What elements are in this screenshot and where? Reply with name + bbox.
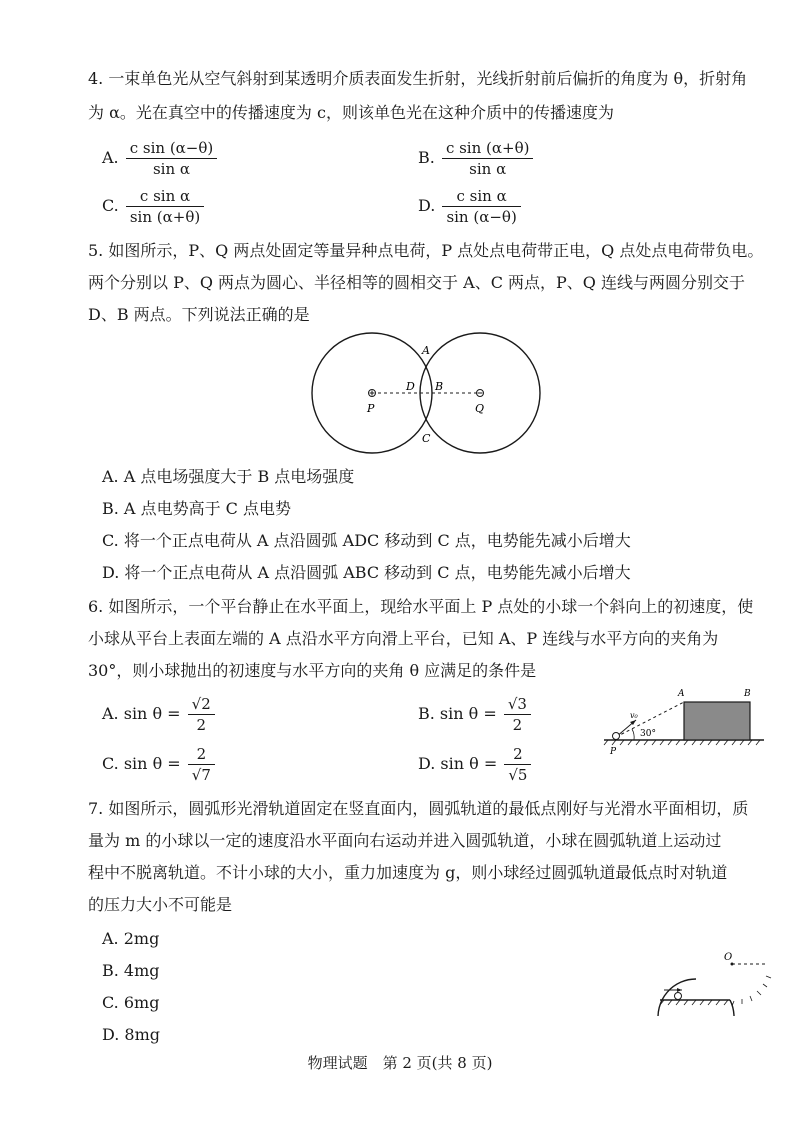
track-hatch [732,976,771,1006]
option-label: C. [102,196,119,215]
label-p: P [610,747,617,757]
q7-option-b: B. 4mg [102,961,160,980]
q7-option-c: C. 6mg [102,993,160,1012]
q6-option-d [418,744,531,785]
q7-option-a: A. 2mg [102,929,160,948]
q5-option-b: B. A 点电势高于 C 点电势 [102,499,291,518]
label-angle: 30° [640,729,656,739]
q6-stem-line3: 30°，则小球抛出的初速度与水平方向的夹角 θ 应满足的条件是 [88,661,537,680]
q6-option-c [102,744,215,785]
q6-option-a [102,694,215,735]
q5-stem-line3: D、B 两点。下列说法正确的是 [88,305,310,324]
q5-stem-line1: 5. 如图所示，P、Q 两点处固定等量异种点电荷，P 点处点电荷带正电，Q 点处点电荷带负电。 [88,241,764,260]
denominator: sin α [469,160,507,178]
q7-stem-line4: 的压力大小不可能是 [88,895,233,914]
angle-arc [632,729,634,740]
q5-stem-line2: 两个分别以 P、Q 两点为圆心、半径相等的圆相交于 A、C 两点，P、Q 连线与两圆分别交于 [88,273,745,292]
denominator: sin (α+θ) [129,208,201,226]
q7-stem-line2: 量为 m 的小球以一定的速度沿水平面向右运动并进入圆弧轨道，小球在圆弧轨道上运动过 [88,831,722,850]
label-d: D [406,380,415,393]
numerator: 2 [188,744,215,765]
option-label: A. sin θ = [102,704,181,723]
fraction [442,186,520,227]
ground-hatch [660,1000,728,1005]
fraction [188,744,215,785]
q6-platform-figure [600,680,770,760]
q5-option-c: C. 将一个正点电荷从 A 点沿圆弧 ADC 移动到 C 点，电势能先减小后增大 [102,531,631,550]
numerator: c sin α [442,186,520,207]
label-a: A [422,344,430,357]
q7-stem-line1: 7. 如图所示，圆弧形光滑轨道固定在竖直面内，圆弧轨道的最低点刚好与光滑水平面相切，质 [88,799,749,818]
q4-option-b [418,138,533,179]
option-label: B. [418,148,435,167]
label-a: A [678,689,685,699]
numerator: √2 [188,694,215,715]
q6-stem-line1: 6. 如图所示，一个平台静止在水平面上，现给水平面上 P 点处的小球一个斜向上的初速度，使 [88,597,754,616]
q6-option-b [418,694,531,735]
denominator: 2 [512,716,523,734]
option-label: A. [102,148,119,167]
fraction [504,694,531,735]
label-b: B [744,689,751,699]
label-c: C [422,432,431,445]
denominator: √5 [508,766,528,784]
label-p: P [367,402,375,415]
option-label: D. [418,196,436,215]
q5-two-circles-figure [300,332,550,457]
q4-option-d [418,186,521,227]
q7-option-d: D. 8mg [102,1025,161,1044]
page-footer: 物理试题 第 2 页(共 8 页) [307,1054,493,1072]
q5-option-d: D. 将一个正点电荷从 A 点沿圆弧 ABC 移动到 C 点，电势能先减小后增大 [102,563,631,582]
numerator: c sin α [126,186,204,207]
denominator: sin α [152,160,191,178]
numerator: 2 [504,744,531,765]
q4-option-c [102,186,204,227]
q7-stem-line3: 程中不脱离轨道。不计小球的大小，重力加速度为 g，则小球经过圆弧轨道最低点时对轨道 [88,863,728,882]
fraction [126,186,204,227]
option-label: B. sin θ = [418,704,497,723]
label-b: B [435,380,444,393]
q4-stem-line2: 为 α。光在真空中的传播速度为 c，则该单色光在这种介质中的传播速度为 [88,103,614,122]
label-o: O [724,952,733,963]
fraction [188,694,215,735]
platform-block [684,702,750,740]
denominator: 2 [196,716,206,734]
q4-stem-line1: 4. 一束单色光从空气斜射到某透明介质表面发生折射，光线折射前后偏折的角度为 θ，折射角 [88,69,748,88]
numerator: c sin (α−θ) [126,138,218,159]
q7-circular-track-figure [650,924,780,1016]
q5-option-a: A. A 点电场强度大于 B 点电场强度 [102,467,355,486]
ball [613,733,620,740]
fraction [504,744,531,785]
ground-hatch [604,740,760,745]
numerator: √3 [504,694,531,715]
q4-option-a [102,138,217,179]
q6-stem-line2: 小球从平台上表面左端的 A 点沿水平方向滑上平台，已知 A、P 连线与水平方向的夹角为 [88,629,719,648]
circular-track [658,979,734,1016]
denominator: sin (α−θ) [446,208,517,226]
label-q: Q [475,402,485,415]
arrow-head [677,988,682,992]
fraction [442,138,534,179]
denominator: √7 [191,766,211,784]
fraction [126,138,218,179]
option-label: C. sin θ = [102,754,181,773]
ball [675,993,682,1000]
numerator: c sin (α+θ) [442,138,534,159]
option-label: D. sin θ = [418,754,498,773]
label-v0: v₀ [630,711,638,720]
